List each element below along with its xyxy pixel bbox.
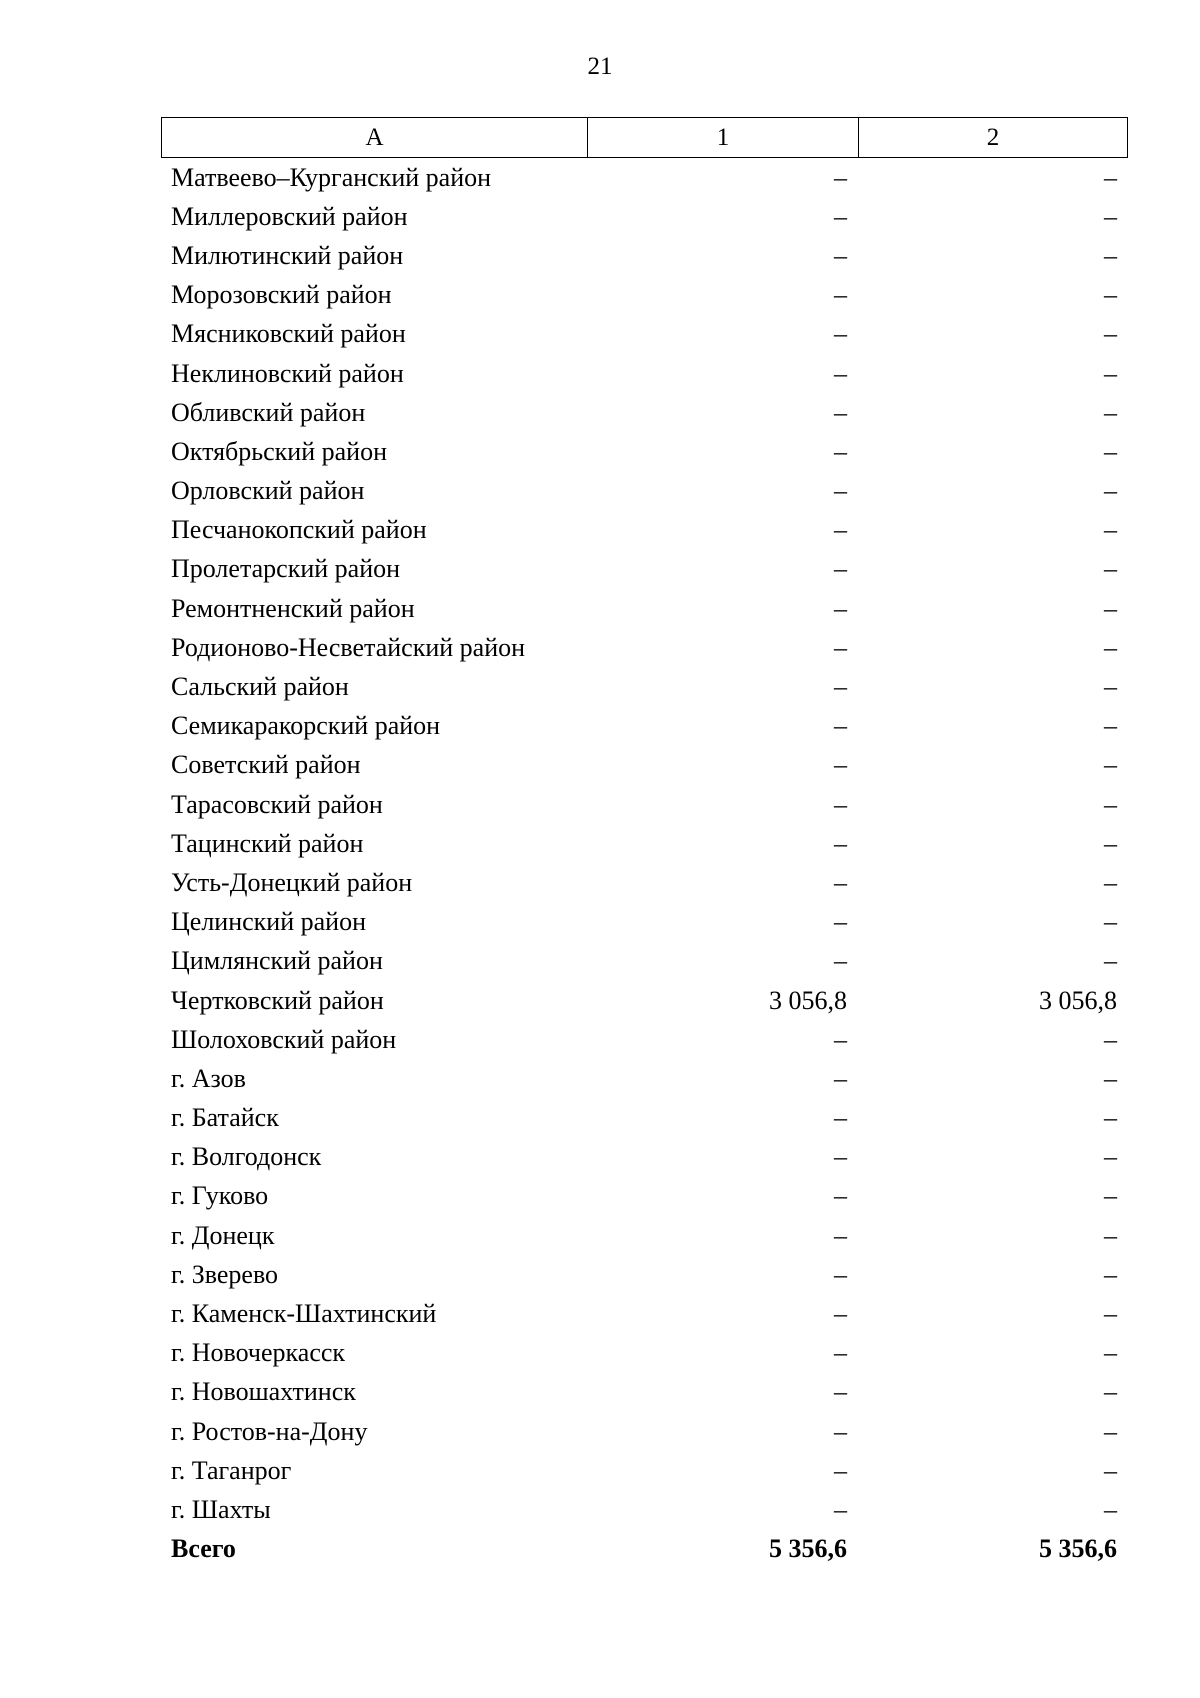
row-name: г. Новочеркасск bbox=[171, 1338, 346, 1368]
row-value-2: – bbox=[1104, 554, 1117, 584]
row-value-1: – bbox=[834, 162, 847, 192]
row-value-1: – bbox=[834, 554, 847, 584]
row-value-1: – bbox=[834, 1455, 847, 1485]
row-value-1: – bbox=[834, 828, 847, 858]
row-value-2: – bbox=[1104, 515, 1117, 545]
row-value-2: – bbox=[1104, 319, 1117, 349]
row-value-2: – bbox=[1104, 1299, 1117, 1329]
row-name: Неклиновский район bbox=[171, 358, 404, 388]
table-row bbox=[161, 1373, 1128, 1412]
row-name: Песчанокопский район bbox=[171, 515, 427, 545]
row-value-1: – bbox=[834, 201, 847, 231]
row-name: Ремонтненский район bbox=[171, 593, 415, 623]
row-value-1: – bbox=[834, 240, 847, 270]
row-value-1: – bbox=[834, 672, 847, 702]
row-value-1: – bbox=[834, 1416, 847, 1446]
row-value-2: – bbox=[1104, 1455, 1117, 1485]
table-row bbox=[161, 236, 1128, 275]
row-value-1: 3 056,8 bbox=[769, 985, 847, 1015]
row-name: Шолоховский район bbox=[171, 1024, 397, 1054]
table-row bbox=[161, 1099, 1128, 1138]
row-name: Цимлянский район bbox=[171, 946, 383, 976]
table-row bbox=[161, 511, 1128, 550]
row-value-1: – bbox=[834, 1338, 847, 1368]
table-row bbox=[161, 1216, 1128, 1255]
row-value-2: – bbox=[1104, 672, 1117, 702]
row-name: г. Волгодонск bbox=[171, 1142, 322, 1172]
row-value-2: – bbox=[1104, 1494, 1117, 1524]
table-row bbox=[161, 1412, 1128, 1451]
row-value-1: – bbox=[834, 280, 847, 310]
row-name: Пролетарский район bbox=[171, 554, 401, 584]
total-value-1: 5 356,6 bbox=[769, 1534, 847, 1564]
table-row bbox=[161, 1138, 1128, 1177]
row-value-1: – bbox=[834, 358, 847, 388]
column-header-a: А bbox=[162, 118, 588, 157]
table-row bbox=[161, 550, 1128, 589]
row-value-2: – bbox=[1104, 1259, 1117, 1289]
row-name: г. Новошахтинск bbox=[171, 1377, 356, 1407]
row-value-1: – bbox=[834, 476, 847, 506]
row-name: Чертковский район bbox=[171, 985, 384, 1015]
row-value-1: – bbox=[834, 1142, 847, 1172]
row-name: Октябрьский район bbox=[171, 436, 387, 466]
row-value-1: – bbox=[834, 750, 847, 780]
table-row bbox=[161, 276, 1128, 315]
row-value-1: – bbox=[834, 711, 847, 741]
row-value-2: – bbox=[1104, 1063, 1117, 1093]
row-value-2: – bbox=[1104, 1142, 1117, 1172]
table-row bbox=[161, 785, 1128, 824]
row-value-2: 3 056,8 bbox=[1039, 985, 1117, 1015]
row-name: Семикаракорский район bbox=[171, 711, 441, 741]
row-name: г. Донецк bbox=[171, 1220, 275, 1250]
table-row bbox=[161, 942, 1128, 981]
row-value-2: – bbox=[1104, 201, 1117, 231]
row-value-2: – bbox=[1104, 240, 1117, 270]
row-name: г. Каменск-Шахтинский bbox=[171, 1299, 437, 1329]
row-value-2: – bbox=[1104, 397, 1117, 427]
column-header-2: 2 bbox=[986, 123, 1000, 151]
row-value-1: – bbox=[834, 1220, 847, 1250]
table-row bbox=[161, 354, 1128, 393]
row-value-2: – bbox=[1104, 1220, 1117, 1250]
table-row bbox=[161, 472, 1128, 511]
row-value-2: – bbox=[1104, 358, 1117, 388]
table-row bbox=[161, 628, 1128, 667]
row-value-1: – bbox=[834, 319, 847, 349]
column-header-1: 1 bbox=[588, 118, 859, 157]
row-value-1: – bbox=[834, 946, 847, 976]
row-value-2: – bbox=[1104, 1181, 1117, 1211]
row-name: Мясниковский район bbox=[171, 319, 406, 349]
row-name: Обливский район bbox=[171, 397, 366, 427]
row-value-2: – bbox=[1104, 750, 1117, 780]
row-name: Тарасовский район bbox=[171, 789, 383, 819]
table-row bbox=[161, 981, 1128, 1020]
row-name: Родионово-Несветайский район bbox=[171, 632, 526, 662]
table-row bbox=[161, 1451, 1128, 1490]
total-value-2: 5 356,6 bbox=[1039, 1534, 1117, 1564]
table-row bbox=[161, 863, 1128, 902]
row-value-1: – bbox=[834, 1024, 847, 1054]
row-value-2: – bbox=[1104, 907, 1117, 937]
row-value-1: – bbox=[834, 1377, 847, 1407]
table-row bbox=[161, 1490, 1128, 1529]
row-value-2: – bbox=[1104, 1338, 1117, 1368]
row-name: Советский район bbox=[171, 750, 361, 780]
table-row bbox=[161, 589, 1128, 628]
row-name: г. Батайск bbox=[171, 1103, 279, 1133]
table-row bbox=[161, 746, 1128, 785]
table-row bbox=[161, 1177, 1128, 1216]
row-name: г. Шахты bbox=[171, 1494, 271, 1524]
row-value-2: – bbox=[1104, 280, 1117, 310]
total-label: Всего bbox=[171, 1534, 236, 1564]
row-value-1: – bbox=[834, 789, 847, 819]
row-name: Миллеровский район bbox=[171, 201, 408, 231]
row-name: Тацинский район bbox=[171, 828, 364, 858]
row-value-1: – bbox=[834, 515, 847, 545]
row-value-2: – bbox=[1104, 1024, 1117, 1054]
table-row bbox=[161, 1059, 1128, 1098]
row-value-2: – bbox=[1104, 1416, 1117, 1446]
row-value-2: – bbox=[1104, 632, 1117, 662]
row-value-2: – bbox=[1104, 436, 1117, 466]
row-value-2: – bbox=[1104, 162, 1117, 192]
table-row bbox=[161, 393, 1128, 432]
table-row bbox=[161, 197, 1128, 236]
table-row bbox=[161, 1294, 1128, 1333]
row-value-1: – bbox=[834, 1494, 847, 1524]
row-name: г. Азов bbox=[171, 1063, 246, 1093]
row-name: г. Зверево bbox=[171, 1259, 279, 1289]
row-value-1: – bbox=[834, 867, 847, 897]
row-value-2: – bbox=[1104, 867, 1117, 897]
row-name: Целинский район bbox=[171, 907, 366, 937]
row-value-2: – bbox=[1104, 789, 1117, 819]
row-value-1: – bbox=[834, 1259, 847, 1289]
row-name: Усть-Донецкий район bbox=[171, 867, 413, 897]
table-row bbox=[161, 903, 1128, 942]
row-name: Сальский район bbox=[171, 672, 349, 702]
row-value-2: – bbox=[1104, 711, 1117, 741]
row-value-1: – bbox=[834, 1181, 847, 1211]
table-row bbox=[161, 707, 1128, 746]
table-row bbox=[161, 158, 1128, 197]
row-value-1: – bbox=[834, 1063, 847, 1093]
row-value-2: – bbox=[1104, 1377, 1117, 1407]
row-value-1: – bbox=[834, 907, 847, 937]
row-value-1: – bbox=[834, 1299, 847, 1329]
row-name: г. Ростов-на-Дону bbox=[171, 1416, 368, 1446]
row-name: г. Гуково bbox=[171, 1181, 269, 1211]
table-row bbox=[161, 432, 1128, 471]
row-name: Матвеево–Курганский район bbox=[171, 162, 492, 192]
table-header-row bbox=[161, 117, 1128, 158]
table-row bbox=[161, 1334, 1128, 1373]
table-row bbox=[161, 1020, 1128, 1059]
row-value-2: – bbox=[1104, 828, 1117, 858]
row-value-2: – bbox=[1104, 946, 1117, 976]
table-row bbox=[161, 315, 1128, 354]
row-name: Орловский район bbox=[171, 476, 365, 506]
row-value-2: – bbox=[1104, 593, 1117, 623]
table-total-row bbox=[161, 1530, 1128, 1569]
row-value-1: – bbox=[834, 436, 847, 466]
row-value-1: – bbox=[834, 397, 847, 427]
row-name: Морозовский район bbox=[171, 280, 392, 310]
table-body bbox=[161, 158, 1128, 1530]
table-row bbox=[161, 667, 1128, 706]
table-row bbox=[161, 1255, 1128, 1294]
row-value-1: – bbox=[834, 1103, 847, 1133]
row-name: Милютинский район bbox=[171, 240, 404, 270]
row-value-2: – bbox=[1104, 476, 1117, 506]
row-value-1: – bbox=[834, 593, 847, 623]
row-value-1: – bbox=[834, 632, 847, 662]
row-value-2: – bbox=[1104, 1103, 1117, 1133]
page-number: 21 bbox=[587, 53, 613, 80]
data-table bbox=[161, 117, 1128, 1569]
table-row bbox=[161, 824, 1128, 863]
row-name: г. Таганрог bbox=[171, 1455, 292, 1485]
